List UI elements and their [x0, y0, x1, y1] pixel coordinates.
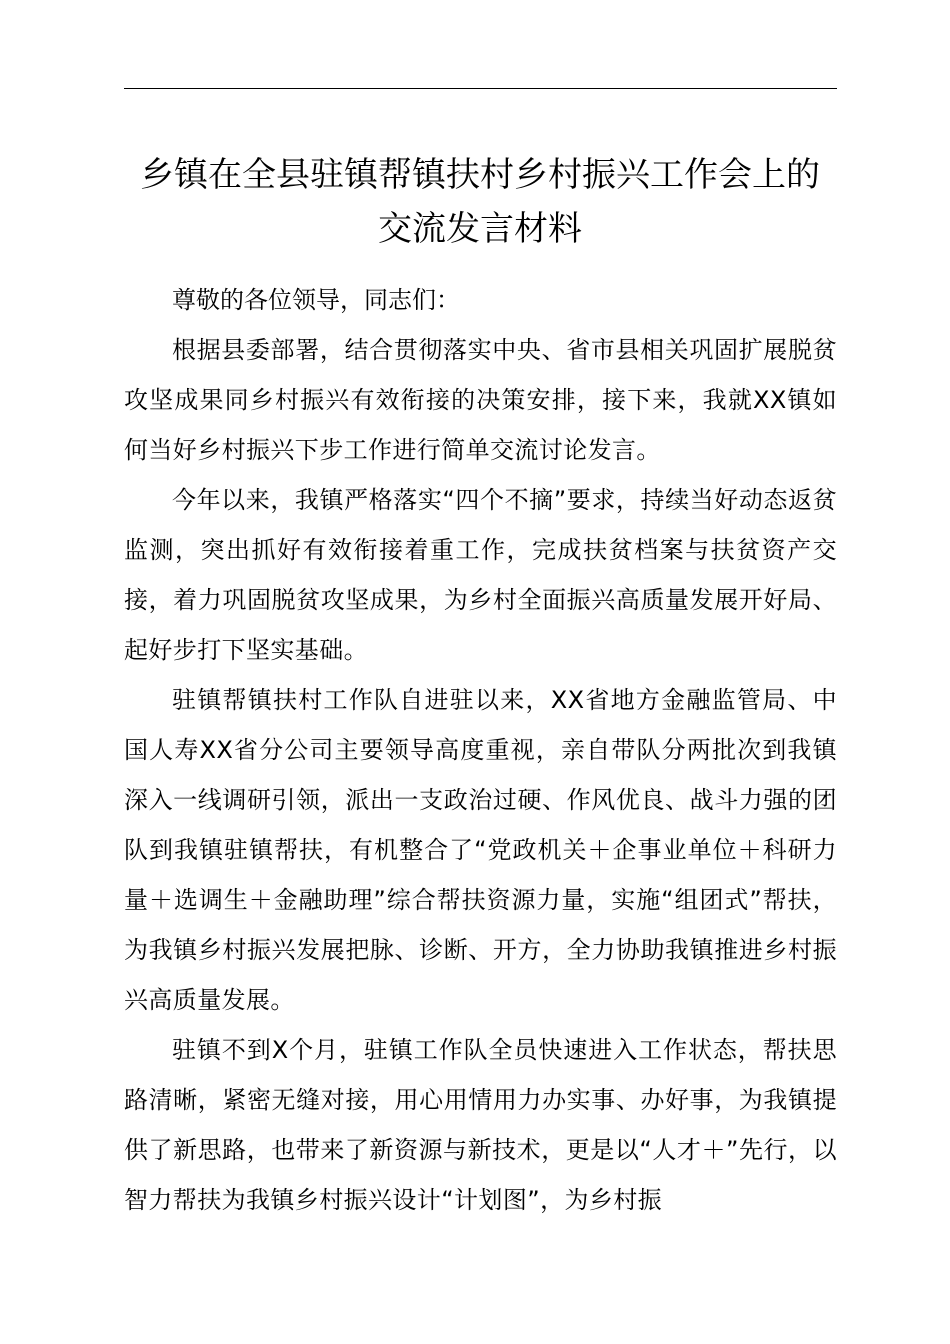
page-title: [110, 148, 850, 256]
paragraph-3: 驻镇帮镇扶村工作队自进驻以来，XX省地方金融监管局、中国人寿XX省分公司主要领导高度重视，亲自带队分两批次到我镇深入一线调研引领，派出一支政治过硬、作风优良、战斗力强的团队到我镇驻镇帮扶，有机整合了“党政机关＋企事业单位＋科研力量＋选调生＋金融助理”综合帮扶资源力量，实施“组团式”帮扶，为我镇乡村振兴发展把脉、诊断、开方，全力协助我镇推进乡村振兴高质量发展。: [124, 686, 837, 1014]
header-rule: [124, 88, 837, 89]
paragraph-4: 驻镇不到X个月，驻镇工作队全员快速进入工作状态，帮扶思路清晰，紧密无缝对接，用心用情用力办实事、办好事，为我镇提供了新思路，也带来了新资源与新技术，更是以“人才＋”先行，以智力帮扶为我镇乡村振兴设计“计划图”，为乡村振: [124, 1036, 837, 1214]
title-line-2: 交流发言材料: [378, 209, 582, 249]
document-body: [124, 275, 837, 1225]
salutation: 尊敬的各位领导，同志们：: [172, 286, 460, 314]
paragraph-2: 今年以来，我镇严格落实“四个不摘”要求，持续当好动态返贫监测，突出抓好有效衔接着重工作，完成扶贫档案与扶贫资产交接，着力巩固脱贫攻坚成果，为乡村全面振兴高质量发展开好局、起好步打下坚实基础。: [124, 486, 837, 664]
paragraph-1: 根据县委部署，结合贯彻落实中央、省市县相关巩固扩展脱贫攻坚成果同乡村振兴有效衔接的决策安排，接下来，我就XX镇如何当好乡村振兴下步工作进行简单交流讨论发言。: [124, 336, 837, 464]
title-line-1: 乡镇在全县驻镇帮镇扶村乡村振兴工作会上的: [140, 155, 820, 195]
